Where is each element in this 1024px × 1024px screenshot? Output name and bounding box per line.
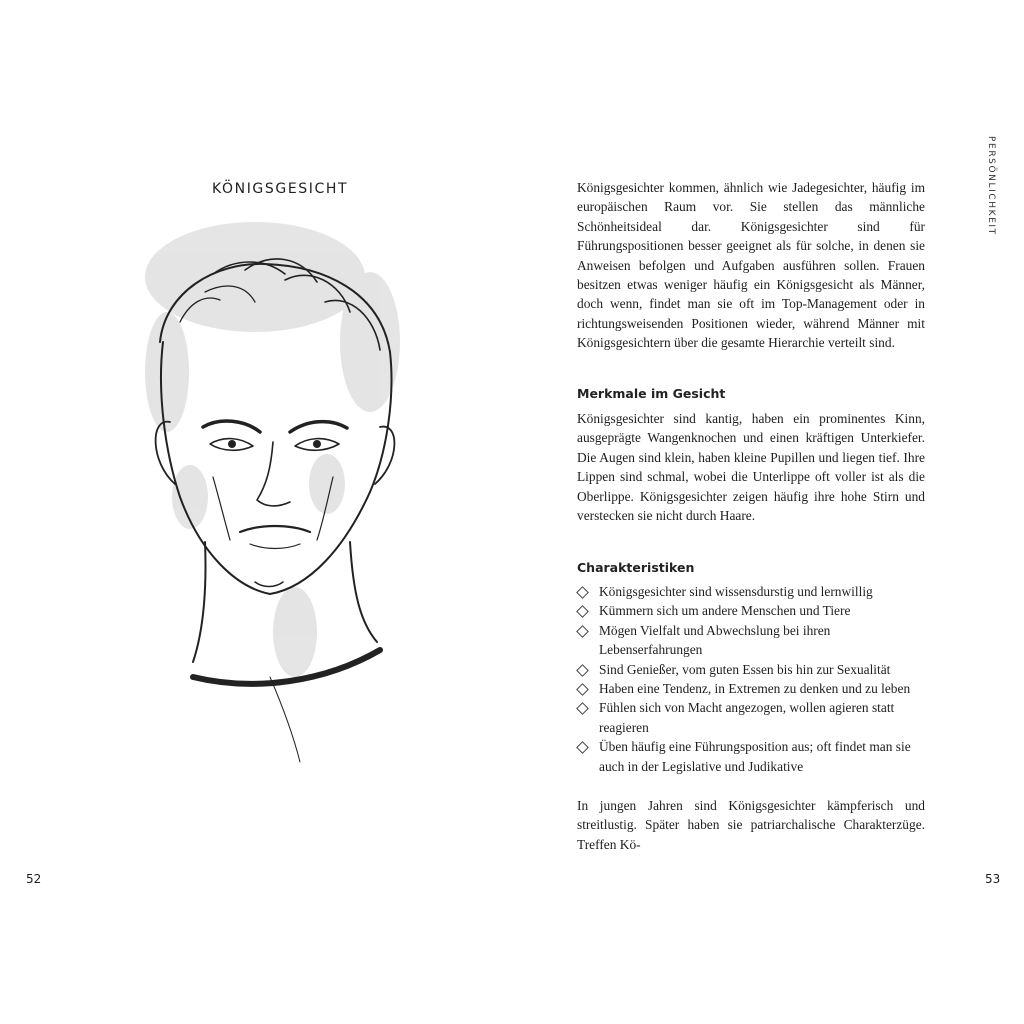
face-illustration (95, 222, 415, 782)
list-item (577, 679, 927, 698)
diamond-bullet-icon (576, 741, 589, 754)
list-item-text: Mögen Vielfalt und Abwechslung bei ihren Lebenserfahrungen (599, 622, 831, 658)
diamond-bullet-icon (576, 664, 589, 677)
diamond-bullet-icon (576, 703, 589, 716)
list-item (577, 737, 927, 776)
diamond-bullet-icon (576, 606, 589, 619)
traits-list (577, 582, 927, 776)
list-item-text: Kümmern sich um andere Menschen und Tiere (599, 603, 851, 619)
intro-paragraph: Königsgesichter kommen, ähnlich wie Jadegesichter, häufig im europäischen Raum vor. Sie stellen das männliche Schönheitsideal dar. Königsgesichter sind für Führungspositionen besser geeignet als für solche, in denen sie Anweisen befolgen und Aufgaben ausführen sollen. Frauen besitzen etwas weniger häufig ein Königsgesicht als Männer, doch wenn, findet man sie oft im Top-Management oder in richtungsweisenden Positionen wieder, während Männer mit Königsgesichtern über die gesamte Hierarchie verteilt sind. (577, 180, 925, 351)
list-item (577, 660, 927, 679)
list-item (577, 621, 927, 660)
diamond-bullet-icon (576, 586, 589, 599)
list-item-text: Sind Genießer, vom guten Essen bis hin zur Sexualität (599, 661, 891, 677)
list-item (577, 601, 927, 620)
list-item-text: Haben eine Tendenz, in Extremen zu denken und zu leben (599, 681, 911, 697)
features-heading: Merkmale im Gesicht (577, 386, 726, 401)
closing-paragraph: In jungen Jahren sind Königsgesichter kämpferisch und streitlustig. Später haben sie patriarchalische Charakterzüge. Treffen Kö- (577, 798, 925, 852)
diamond-bullet-icon (576, 683, 589, 696)
list-item (577, 582, 927, 601)
list-item-text: Üben häufig eine Führungsposition aus; oft findet man sie auch in der Legislative und Judikative (599, 739, 911, 774)
list-item-text: Königsgesichter sind wissensdurstig und lernwillig (599, 584, 873, 599)
list-item (577, 698, 927, 737)
running-head: PERSÖNLICHKEIT (986, 136, 996, 236)
features-paragraph: Königsgesichter sind kantig, haben ein prominentes Kinn, ausgeprägte Wangenknochen und einen kräftigen Unterkiefer. Die Augen sind klein, haben kleine Pupillen und liegen tief. Ihre Lippen sind schmal, wobei die Unterlippe oft voller ist als die Oberlippe. Königsgesichter zeigen häufig ihre hohe Stirn und verstecken sie nicht durch Haare. (577, 411, 925, 524)
diamond-bullet-icon (576, 625, 589, 638)
page-number: 53 (985, 872, 1001, 886)
page-title: KÖNIGSGESICHT (212, 181, 349, 197)
traits-heading: Charakteristiken (577, 560, 695, 575)
page-number: 52 (26, 872, 42, 886)
list-item-text: Fühlen sich von Macht angezogen, wollen agieren statt reagieren (599, 700, 895, 735)
